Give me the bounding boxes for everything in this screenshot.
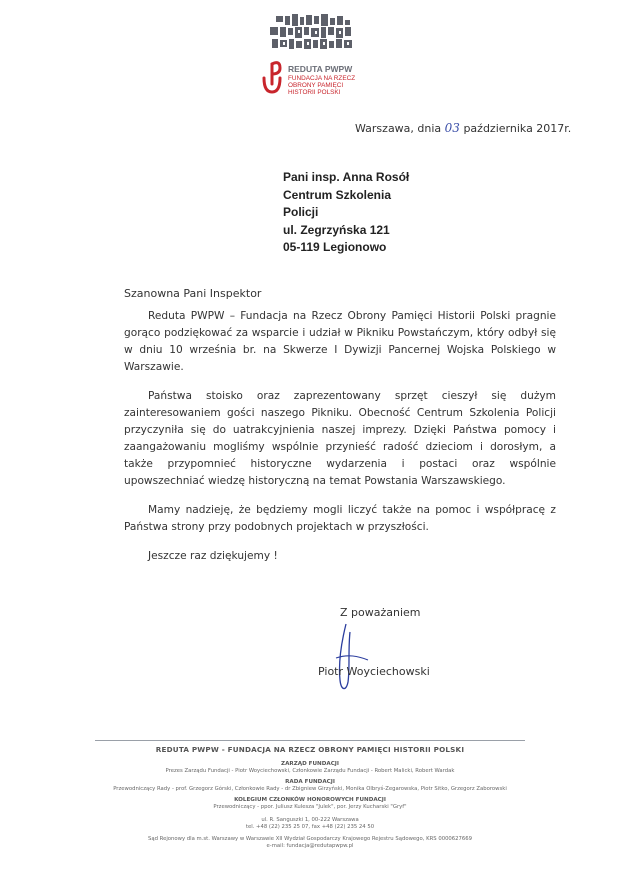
addressee-block [283,169,409,257]
footer-court: Sąd Rejonowy dla m.st. Warszawy w Warszawie XII Wydział Gospodarczy Krajowego Rejestru Sądowego, KRS 0000627669 [147,836,473,842]
footer-council-heading: RADA FUNDACJI [285,779,335,785]
paragraph-1: Reduta PWPW – Fundacja na Rzecz Obrony Pamięci Historii Polski pragnie gorąco podziękować za wsparcie i udział w Pikniku Powstańczym, który odbył się w dniu 10 września br. na Skwerze I Dywizji Pancernej Wojska Polskiego w Warszawie. [124,310,556,373]
addressee-name: Pani insp. Anna Rosół [283,170,410,184]
footer-email[interactable] [0,843,620,850]
footer-divider [95,740,525,741]
logo-title: REDUTA PWPW [288,64,353,74]
addressee-org-1: Centrum Szkolenia [283,187,392,202]
addressee-street: ul. Zegrzyńska 121 [283,222,390,237]
date-prefix: Warszawa, dnia [355,122,442,135]
paragraph-3: Mamy nadzieję, że będziemy mogli liczyć także na pomoc i współpracę z Państwa strony przy podobnych projektach w przyszłości. [124,504,556,533]
handwritten-signature [328,620,378,695]
letter-date [355,121,571,135]
addressee-org-2: Policji [283,205,319,219]
footer-address: ul. R. Sanguszki 1, 00-222 Warszawa [261,817,359,823]
footer-phone: tel. +48 (22) 235 25 07, fax +48 (22) 235 24 50 [245,824,375,830]
footer-honorary-line: Przewodniczący - ppor. Juliusz Kulesza "Julek", por. Jerzy Kucharski "Gryf" [213,804,407,810]
footer-honorary-heading: KOLEGIUM CZŁONKÓW HONOROWYCH FUNDACJI [234,797,386,803]
signature-name: Piotr Woyciechowski [318,665,430,678]
footer-council-line: Przewodniczący Rady - prof. Grzegorz Górski, Członkowie Rady - dr Zbigniew Girzyński, Monika Olbryś-Zegarowska, Piotr Sitko, Grzegorz Zaborowski [113,786,507,792]
reduta-logo [258,14,368,104]
footer-contact [0,817,620,831]
logo-line-3: OBRONY PAMIĘCI [288,82,344,89]
footer-email-link[interactable]: e-mail: fundacja@redutapwpw.pl [266,843,354,849]
footer-title: REDUTA PWPW - FUNDACJA NA RZECZ OBRONY PAMIĘCI HISTORII POLSKI [155,745,465,754]
logo-line-2: FUNDACJA NA RZECZ [288,75,356,82]
footer-legal [0,836,620,850]
footer-council [0,779,620,793]
letter-body [124,308,556,577]
date-suffix: października 2017r. [463,122,572,135]
footer-board-heading: ZARZĄD FUNDACJI [281,761,339,767]
date-day: 03 [444,121,460,135]
signature-regards: Z poważaniem [340,606,421,619]
footer-honorary [0,797,620,811]
footer-board [0,761,620,775]
salutation: Szanowna Pani Inspektor [124,287,262,300]
paragraph-4: Jeszcze raz dziękujemy ! [148,550,278,562]
logo-line-4: HISTORII POLSKI [288,89,341,96]
addressee-city: 05-119 Legionowo [283,240,387,254]
paragraph-2: Państwa stoisko oraz zaprezentowany sprzęt cieszył się dużym zainteresowaniem gości naszego Pikniku. Obecność Centrum Szkolenia Policji przyczyniła się do uatrakcyjnienia naszej imprezy. Dzięki Państwa pomocy i zaangażowaniu mogliśmy wspólnie przynieść radość dzieciom i dorosłym, a także przypomnieć historyczne wydarzenia i postaci oraz wspólnie upowszechniać wiedzę historyczną na temat Powstania Warszawskiego. [124,390,556,487]
footer-board-line: Prezes Zarządu Fundacji - Piotr Woyciechowski, Członkowie Zarządu Fundacji - Robert Malicki, Robert Wardak [165,768,455,774]
